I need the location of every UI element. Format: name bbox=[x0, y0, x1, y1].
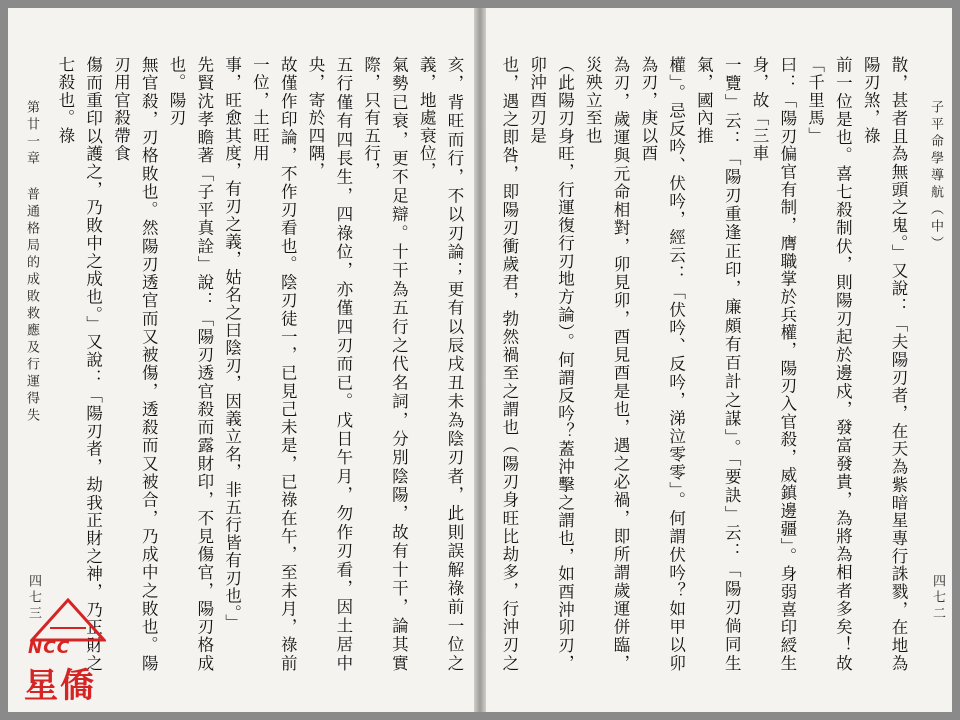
text-column bbox=[50, 56, 51, 672]
text-column: 前一位是也。喜七殺制伏，則陽刃起於邊戍，發富發貴，為將為相者多矣！故「千里馬」 bbox=[805, 56, 853, 672]
chapter-header: 第廿一章 普通格局的成敗救應及行運得失 bbox=[24, 100, 39, 425]
text-column: 也，遇之即咎，即陽刃衝歲君，勃然禍至之謂也（陽刃身旺比劫多，行沖刃之 bbox=[499, 56, 519, 672]
text-column: 一覽」云：「陽刃重逢正印，廉頗有百計之謀」。「要訣」云：「陽刃倘同生氣，國內推 bbox=[694, 56, 742, 672]
body-text bbox=[494, 56, 912, 672]
text-column: 散，甚者且為無頭之鬼。」又說：「夫陽刃者，在天為紫暗星專行誅戮，在地為陽刃煞，祿 bbox=[861, 56, 908, 672]
book-title-header: 子平命學導航（中） bbox=[928, 100, 943, 253]
text-column: 無官殺，刃格敗也。然陽刃透官而又被傷，透殺而又被合，乃成中之敗也。陽刃用官殺帶食 bbox=[111, 56, 159, 672]
text-column: 為刃，歲運與元命相對，卯見卯，酉見酉是也，遇之必禍，即所謂歲運併臨，災殃立至也 bbox=[583, 56, 631, 672]
text-column: 氣勢已衰，更不足辯。十干為五行之代名詞，分別陰陽，故有十干，論其實際，只有五行， bbox=[361, 56, 409, 672]
text-column: 事，旺愈其度，有刃之義，姑名之曰陰刃，因義立名，非五行皆有刃也。」 bbox=[222, 56, 242, 632]
text-column: 五行僅有四長生，四祿位，亦僅四刃而已。戊日午月，勿作刃看，因土居中央，寄於四隅， bbox=[306, 56, 353, 672]
right-page bbox=[486, 8, 952, 712]
triangle-logo-icon bbox=[30, 598, 106, 642]
body-text bbox=[50, 56, 468, 672]
text-column: 權」。忌反吟、伏吟，經云：「伏吟、反吟，涕泣零零」。何謂伏吟？如甲以卯為刃，庚以酉 bbox=[638, 56, 686, 672]
stamp-cjk-text: 星僑 bbox=[24, 666, 96, 706]
book-gutter bbox=[474, 8, 486, 712]
text-column: 傷而重印以護之，乃敗中之成也。」又說：「陽刃者，劫我正財之神，乃正財之七殺也。祿 bbox=[55, 56, 103, 672]
publisher-stamp bbox=[22, 598, 114, 706]
stamp-latin-text: NCC bbox=[28, 638, 71, 658]
page-number: 四七二 bbox=[930, 574, 945, 622]
left-page bbox=[8, 8, 474, 712]
text-column: 亥，背旺而行，不以刃論；更有以辰戌丑未為陰刃者，此則誤解祿前一位之義，地處衰位， bbox=[417, 56, 464, 672]
text-column: （此陽刃身旺，行運復行刃地方論）。何謂反吟？蓋沖擊之謂也，如酉沖卯刃，卯沖酉刃是 bbox=[527, 56, 575, 672]
text-column: 先賢沈孝瞻著「子平真詮」說：「陽刃透官殺而露財印，不見傷官，陽刃格成也。陽刃 bbox=[167, 56, 214, 672]
text-column: 曰：「陽刃偏官有制，膺職掌於兵權，陽刃入官殺，威鎮邊疆」。身弱喜印綬生身，故「三車 bbox=[750, 56, 797, 672]
text-column: 故僅作印論，不作刃看也。陰刃徒一，已見己未是，已祿在午，至未月，祿前一位，土旺用 bbox=[250, 56, 298, 672]
page-number: 四七三 bbox=[26, 574, 41, 622]
